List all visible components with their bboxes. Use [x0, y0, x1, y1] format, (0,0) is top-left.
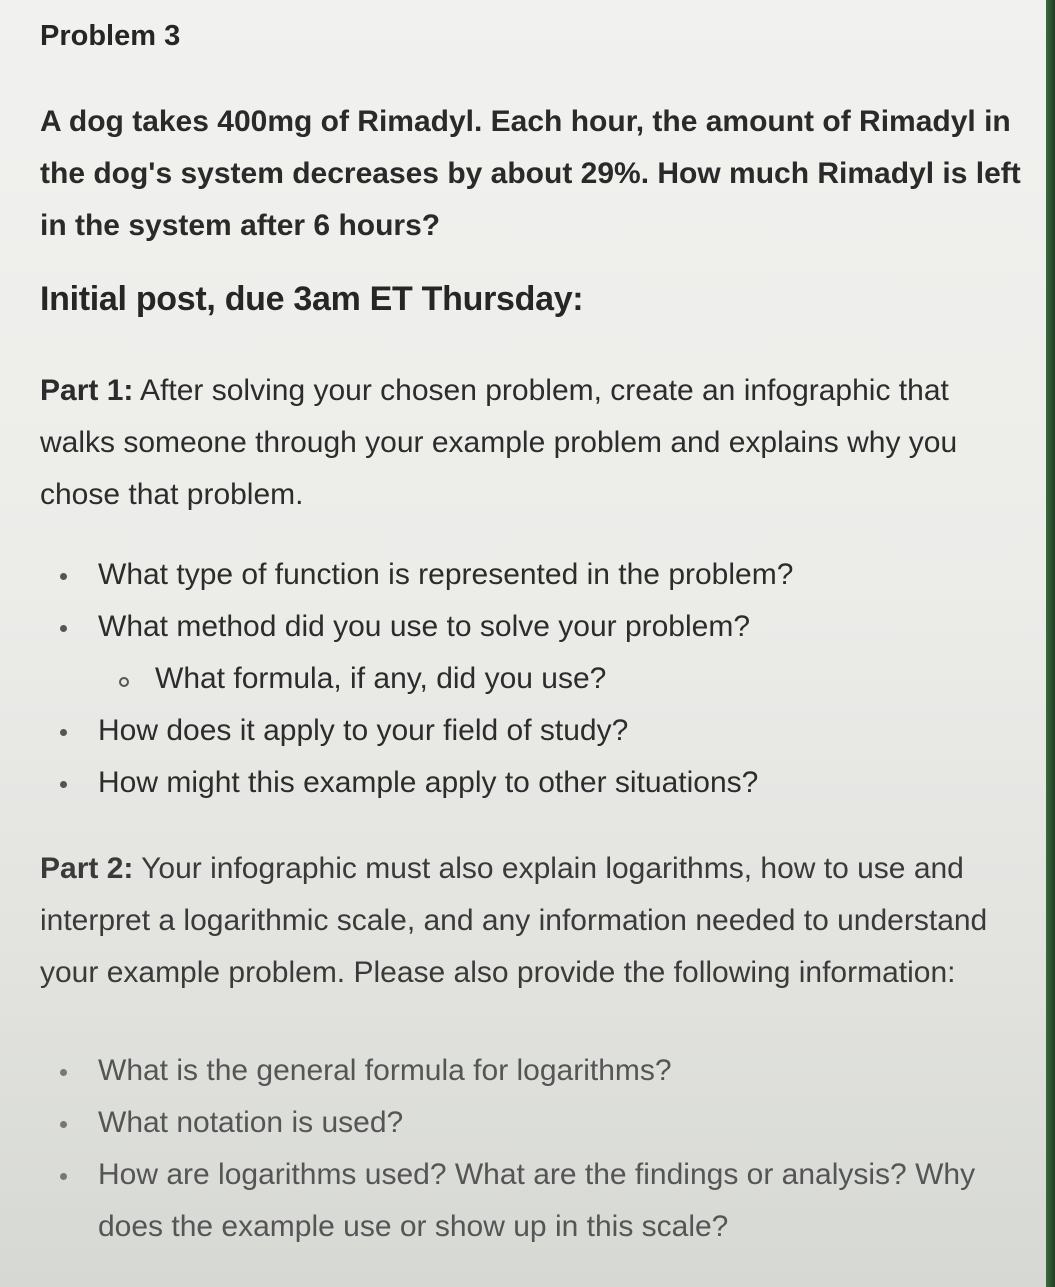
- list-item: What type of function is represented in the problem?: [40, 549, 1025, 601]
- problem-title: Problem 3: [40, 20, 181, 52]
- part2-label: Part 2:: [40, 852, 134, 885]
- list-item: How are logarithms used? What are the findings or analysis? Why does the example use or show up in this scale?: [40, 1149, 1025, 1253]
- part1-label: Part 1:: [40, 374, 134, 407]
- list-item: What is the general formula for logarithms?: [40, 1045, 1025, 1097]
- list-item: What notation is used?: [40, 1097, 1025, 1149]
- initial-post-heading: Initial post, due 3am ET Thursday:: [40, 280, 584, 318]
- part1-bullet-list: [40, 549, 1025, 809]
- part2-paragraph: [40, 843, 1025, 999]
- monitor-bezel: [1046, 0, 1055, 1287]
- sub-list-item: What formula, if any, did you use?: [40, 653, 1025, 705]
- problem-text: A dog takes 400mg of Rimadyl. Each hour, the amount of Rimadyl in the dog's system decreases by about 29%. How much Rimadyl is left in the system after 6 hours?: [40, 105, 1021, 242]
- part2-bullet-list: [40, 1045, 1025, 1253]
- part2-text: Your infographic must also explain logarithms, how to use and interpret a logarithmic scale, and any information needed to understand your example problem. Please also provide the following information:: [40, 852, 988, 989]
- part1-paragraph: [40, 365, 1025, 521]
- list-item: How might this example apply to other situations?: [40, 757, 1025, 809]
- part1-text: After solving your chosen problem, create an infographic that walks someone through your example problem and explains why you chose that problem.: [40, 374, 958, 511]
- discussion-content: [40, 18, 1025, 1253]
- list-item: What method did you use to solve your problem?: [40, 601, 1025, 653]
- list-item: How does it apply to your field of study?: [40, 705, 1025, 757]
